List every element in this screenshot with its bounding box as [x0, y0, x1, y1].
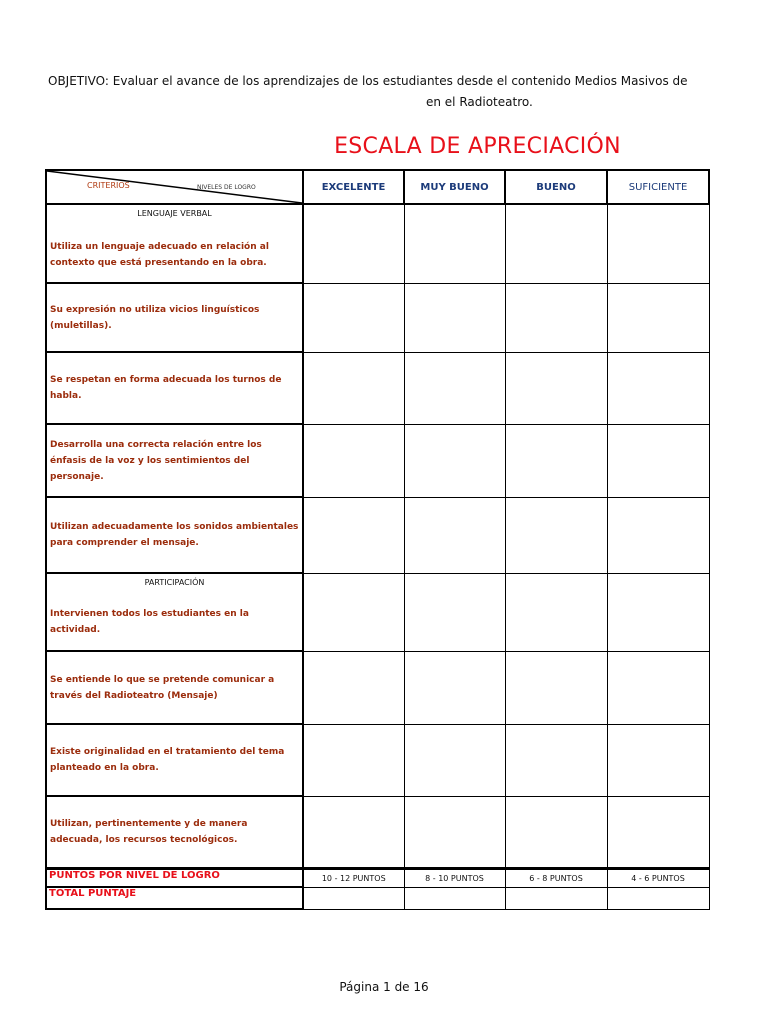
- score-cell[interactable]: [303, 796, 404, 868]
- objective-line-2: en el Radioteatro.: [426, 95, 533, 109]
- score-cell[interactable]: [404, 424, 505, 497]
- score-cell[interactable]: [303, 283, 404, 352]
- score-cell[interactable]: [303, 497, 404, 573]
- table-row: [46, 573, 709, 651]
- criterion-text: Utiliza un lenguaje adecuado en relación al contexto que está presentando en la obra.: [50, 242, 269, 268]
- table-row: [46, 796, 709, 868]
- appreciation-scale-table: [45, 169, 710, 910]
- level-bueno: BUENO: [505, 170, 607, 204]
- score-cell[interactable]: [505, 204, 607, 283]
- level-excelente: EXCELENTE: [303, 170, 404, 204]
- criterion-text: Se entiende lo que se pretende comunicar a través del Radioteatro (Mensaje): [46, 651, 303, 724]
- score-cell[interactable]: [505, 651, 607, 724]
- page-footer: Página 1 de 16: [339, 980, 429, 994]
- points-suficiente: 4 - 6 PUNTOS: [607, 868, 709, 887]
- objective-text: [0, 72, 768, 112]
- criterion-text: Utilizan adecuadamente los sonidos ambientales para comprender el mensaje.: [46, 497, 303, 573]
- score-cell[interactable]: [303, 424, 404, 497]
- score-cell[interactable]: [505, 796, 607, 868]
- criterion-text: Desarrolla una correcta relación entre los énfasis de la voz y los sentimientos del personaje.: [46, 424, 303, 497]
- points-label: PUNTOS POR NIVEL DE LOGRO: [46, 868, 303, 887]
- score-cell[interactable]: [303, 724, 404, 796]
- score-cell[interactable]: [607, 283, 709, 352]
- score-cell[interactable]: [404, 573, 505, 651]
- total-cell[interactable]: [303, 887, 404, 909]
- score-cell[interactable]: [505, 352, 607, 424]
- header-row: [46, 170, 709, 204]
- points-row: [46, 868, 709, 887]
- table-row: [46, 724, 709, 796]
- criterion-text: Utilizan, pertinentemente y de manera adecuada, los recursos tecnológicos.: [46, 796, 303, 868]
- score-cell[interactable]: [404, 497, 505, 573]
- criterion-cell: [46, 573, 303, 651]
- levels-header: NIVELES DE LOGRO: [197, 184, 256, 191]
- score-cell[interactable]: [303, 651, 404, 724]
- criteria-levels-header: [46, 170, 303, 204]
- score-cell[interactable]: [404, 796, 505, 868]
- points-excelente: 10 - 12 PUNTOS: [303, 868, 404, 887]
- table-row: [46, 204, 709, 283]
- criterion-text: Intervienen todos los estudiantes en la actividad.: [50, 609, 249, 635]
- points-bueno: 6 - 8 PUNTOS: [505, 868, 607, 887]
- criterion-cell: [46, 204, 303, 283]
- table-row: [46, 352, 709, 424]
- score-cell[interactable]: [505, 724, 607, 796]
- table-row: [46, 651, 709, 724]
- level-muy-bueno: MUY BUENO: [404, 170, 505, 204]
- score-cell[interactable]: [303, 204, 404, 283]
- score-cell[interactable]: [607, 424, 709, 497]
- table-row: [46, 497, 709, 573]
- criterion-text: Se respetan en forma adecuada los turnos de habla.: [46, 352, 303, 424]
- score-cell[interactable]: [607, 651, 709, 724]
- page-title: ESCALA DE APRECIACIÓN: [334, 134, 621, 159]
- section-lenguaje-verbal: LENGUAJE VERBAL: [137, 209, 212, 218]
- score-cell[interactable]: [607, 796, 709, 868]
- score-cell[interactable]: [607, 573, 709, 651]
- score-cell[interactable]: [404, 651, 505, 724]
- criterion-text: Su expresión no utiliza vicios linguísticos (muletillas).: [46, 283, 303, 352]
- total-cell[interactable]: [505, 887, 607, 909]
- table-row: [46, 283, 709, 352]
- points-muy-bueno: 8 - 10 PUNTOS: [404, 868, 505, 887]
- score-cell[interactable]: [303, 573, 404, 651]
- score-cell[interactable]: [607, 497, 709, 573]
- diagonal-divider: [47, 171, 302, 203]
- score-cell[interactable]: [404, 352, 505, 424]
- level-suficiente: SUFICIENTE: [607, 170, 709, 204]
- score-cell[interactable]: [505, 424, 607, 497]
- score-cell[interactable]: [303, 352, 404, 424]
- total-cell[interactable]: [404, 887, 505, 909]
- score-cell[interactable]: [404, 283, 505, 352]
- score-cell[interactable]: [404, 724, 505, 796]
- criterion-text: Existe originalidad en el tratamiento del tema planteado en la obra.: [46, 724, 303, 796]
- score-cell[interactable]: [505, 497, 607, 573]
- objective-line-1: OBJETIVO: Evaluar el avance de los aprendizajes de los estudiantes desde el contenido Medios Masivos de: [48, 74, 688, 88]
- score-cell[interactable]: [404, 204, 505, 283]
- score-cell[interactable]: [505, 283, 607, 352]
- score-cell[interactable]: [607, 352, 709, 424]
- table-row: [46, 424, 709, 497]
- total-row: [46, 887, 709, 909]
- total-cell[interactable]: [607, 887, 709, 909]
- section-participacion: PARTICIPACIÓN: [144, 578, 205, 587]
- score-cell[interactable]: [607, 724, 709, 796]
- criteria-header: CRITERIOS: [87, 181, 130, 190]
- score-cell[interactable]: [505, 573, 607, 651]
- total-label: TOTAL PUNTAJE: [46, 887, 303, 909]
- score-cell[interactable]: [607, 204, 709, 283]
